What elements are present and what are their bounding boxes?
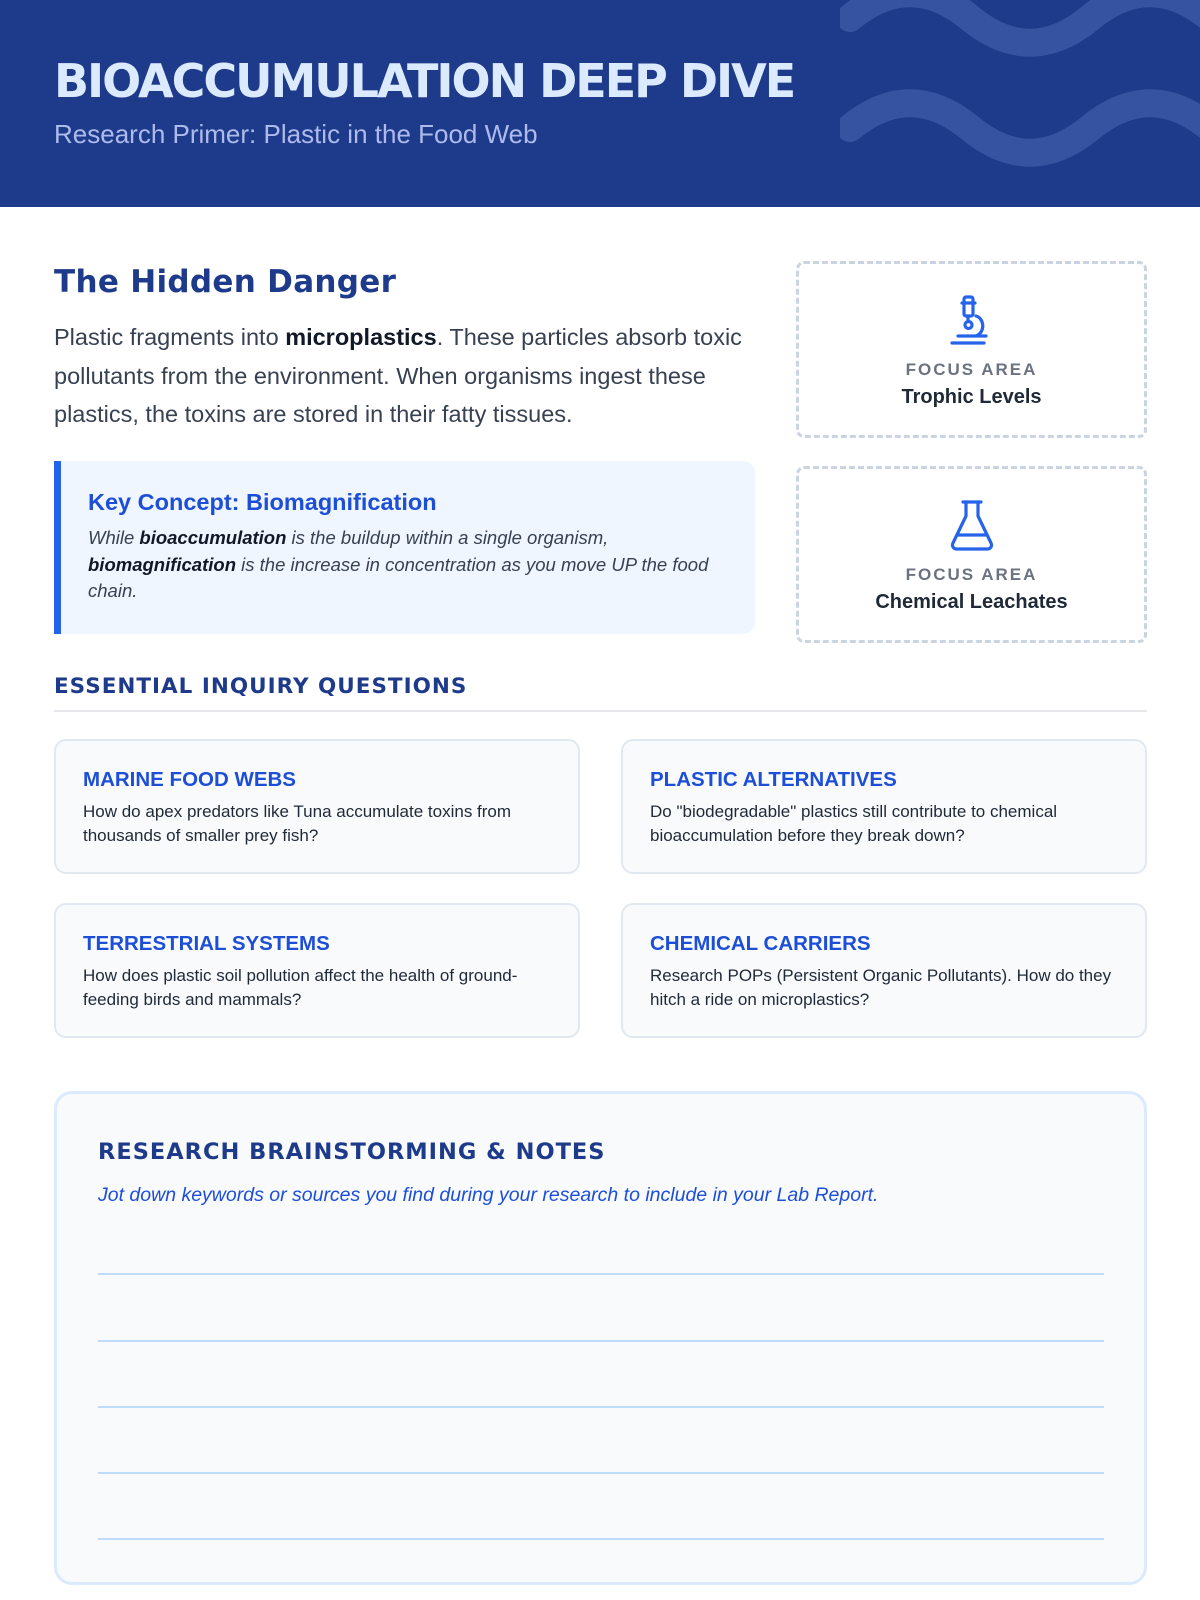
question-text: Do "biodegradable" plastics still contribute to chemical bioaccumulation before they break down? xyxy=(650,802,1058,845)
question-card-chemical-carriers xyxy=(621,903,1147,1038)
callout-text-part: is the increase in concentration as you move UP the food chain. xyxy=(88,553,709,601)
callout-text-part: While xyxy=(88,527,140,548)
note-writing-line[interactable] xyxy=(98,1472,1104,1474)
note-writing-line[interactable] xyxy=(98,1273,1104,1275)
inquiry-heading: ESSENTIAL INQUIRY QUESTIONS xyxy=(54,674,468,699)
wave-decoration xyxy=(840,0,1200,207)
callout-text xyxy=(88,525,728,605)
flask-icon xyxy=(944,497,1000,553)
note-writing-line[interactable] xyxy=(98,1340,1104,1342)
callout-term: biomagnification xyxy=(88,553,236,575)
focus-card-chemical-leachates xyxy=(796,466,1147,643)
callout-text-part: is the buildup within a single organism, xyxy=(286,527,609,548)
notes-instructions: Jot down keywords or sources you find during your research to include in your Lab Report. xyxy=(98,1184,879,1206)
microscope-icon xyxy=(944,292,1000,348)
focus-label: FOCUS AREA xyxy=(905,360,1038,379)
page-subtitle: Research Primer: Plastic in the Food Web xyxy=(54,119,538,149)
focus-value: Chemical Leachates xyxy=(875,591,1068,613)
intro-text: Plastic fragments into xyxy=(54,324,286,350)
page-title: BIOACCUMULATION DEEP DIVE xyxy=(54,54,795,108)
divider xyxy=(54,710,1147,712)
question-text: How do apex predators like Tuna accumulate toxins from thousands of smaller prey fish? xyxy=(83,802,512,845)
notes-section xyxy=(54,1091,1147,1585)
question-card-plastic-alternatives xyxy=(621,739,1147,874)
question-title: TERRESTRIAL SYSTEMS xyxy=(83,932,330,955)
question-card-marine-food-webs xyxy=(54,739,580,874)
header-banner xyxy=(0,0,1200,207)
note-writing-line[interactable] xyxy=(98,1406,1104,1408)
notes-heading: RESEARCH BRAINSTORMING & NOTES xyxy=(98,1139,606,1165)
question-title: CHEMICAL CARRIERS xyxy=(650,932,871,955)
callout-title: Key Concept: Biomagnification xyxy=(88,489,437,515)
question-text: How does plastic soil pollution affect the health of ground-feeding birds and mammals? xyxy=(83,966,518,1009)
question-card-terrestrial-systems xyxy=(54,903,580,1038)
intro-paragraph xyxy=(54,318,754,434)
intro-text: . These particles absorb toxic pollutants from the environment. When organisms ingest these plastics, the toxins are stored in their fatty tissues. xyxy=(54,324,742,427)
intro-keyword: microplastics xyxy=(285,324,437,350)
key-concept-callout xyxy=(54,461,755,634)
callout-term: bioaccumulation xyxy=(139,527,287,548)
note-writing-line[interactable] xyxy=(98,1538,1104,1540)
focus-value: Trophic Levels xyxy=(901,386,1042,408)
section-heading: The Hidden Danger xyxy=(54,264,397,300)
question-text: Research POPs (Persistent Organic Pollutants). How do they hitch a ride on microplastics? xyxy=(650,966,1112,1009)
question-title: PLASTIC ALTERNATIVES xyxy=(650,768,897,791)
question-title: MARINE FOOD WEBS xyxy=(83,768,296,791)
focus-card-trophic-levels xyxy=(796,261,1147,438)
focus-label: FOCUS AREA xyxy=(905,565,1038,584)
